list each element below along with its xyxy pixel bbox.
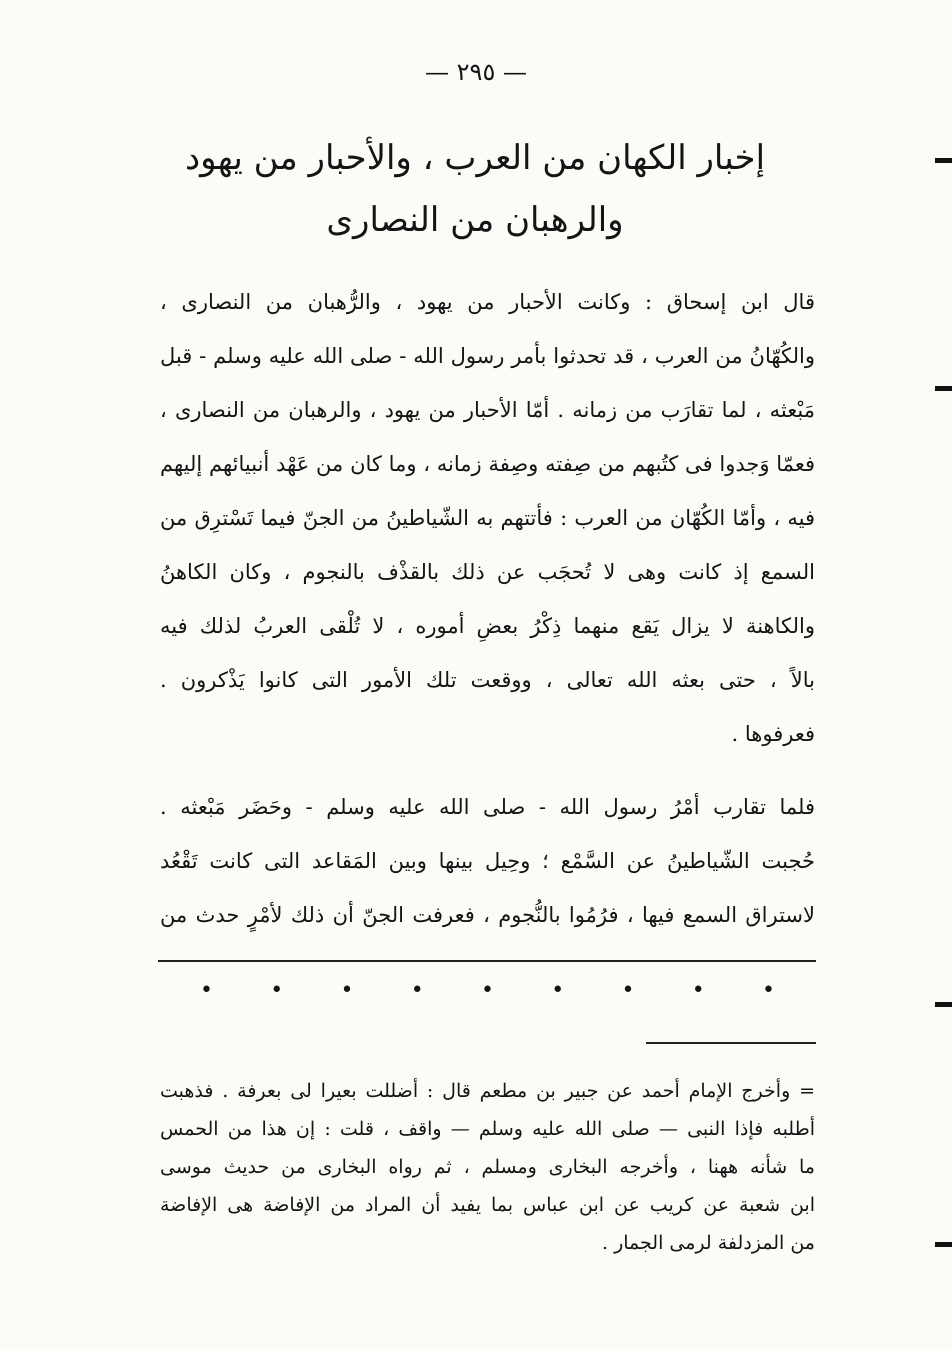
paragraph-2 (160, 780, 815, 942)
text-line: حُجبت الشّياطينُ عن السَّمْع ؛ وحِيل بينها وبين المَقاعد التى كانت تَقْعُد (160, 849, 815, 873)
paragraph-1 (160, 275, 815, 761)
text-line: مَبْعثه ، لما تقارَب من زمانه . أمّا الأحبار من يهود ، والرهبان من النصارى ، (160, 398, 815, 422)
text-line: فيه ، وأمّا الكُهّان من العرب : فأتتهم به الشّياطينُ من الجنّ فيما تَسْترِق من (160, 506, 815, 530)
dot-separator (160, 978, 815, 1003)
footnote-separator-rule (158, 960, 816, 962)
separator-dot: • (270, 978, 284, 1003)
separator-dot: • (762, 978, 775, 1003)
separator-dot: • (340, 978, 354, 1003)
separator-dot: • (621, 978, 635, 1003)
text-line: السمع إذ كانت وهى لا تُحجَب عن ذلك بالقذْف بالنجوم ، وكان الكاهنُ (160, 560, 815, 584)
separator-dot: • (551, 978, 565, 1003)
footnote-rule (646, 1042, 816, 1044)
page-number: — ٢٩٥ — (425, 58, 527, 86)
footnote (160, 1072, 815, 1262)
text-line: فعرفوها . (731, 722, 815, 746)
chapter-title-line-1: إخبار الكهان من العرب ، والأحبار من يهود (184, 138, 766, 178)
footnote-line: من المزدلفة لرمى الجمار . (602, 1232, 815, 1254)
scan-edge-mark (935, 1002, 952, 1007)
text-line: فلما تقارب أمْرُ رسول الله - صلى الله عليه وسلم - وحَضَر مَبْعثه . (160, 795, 815, 819)
footnote-line: ابن شعبة عن كريب عن ابن عباس بما يفيد أن المراد من الإفاضة هى الإفاضة (160, 1194, 815, 1216)
chapter-title-line-2: والرهبان من النصارى (326, 200, 624, 240)
separator-dot: • (200, 978, 213, 1003)
separator-dot: • (481, 978, 494, 1003)
scan-edge-mark (935, 1242, 952, 1247)
text-line: والكاهنة لا يزال يَقع منهما ذِكْرُ بعضِ أموره ، لا تُلْقى العربُ لذلك فيه (160, 614, 815, 638)
text-line: والكُهّانُ من العرب ، قد تحدثوا بأمر رسول الله - صلى الله عليه وسلم - قبل (160, 344, 815, 368)
scan-edge-mark (935, 158, 952, 163)
text-line: بالاً ، حتى بعثه الله تعالى ، ووقعت تلك الأمور التى كانوا يَذْكرون . (160, 668, 815, 692)
footnote-line: ما شأنه ههنا ، وأخرجه البخارى ومسلم ، ثم رواه البخارى من حديث موسى (160, 1156, 815, 1178)
text-line: قال ابن إسحاق : وكانت الأحبار من يهود ، والرُّهبان من النصارى ، (160, 290, 815, 314)
text-line: فعمّا وَجدوا فى كتُبهم من صِفته وصِفة زمانه ، وما كان من عَهْد أنبيائهم إليهم (160, 452, 815, 476)
footnote-line: = وأخرج الإمام أحمد عن جبير بن مطعم قال : أضللت بعيرا لى بعرفة . فذهبت (160, 1080, 815, 1102)
text-line: لاستراق السمع فيها ، فرُمُوا بالنُّجوم ، فعرفت الجنّ أن ذلك لأمْرٍ حدث من (160, 903, 815, 927)
scan-edge-mark (935, 386, 952, 391)
separator-dot: • (691, 978, 705, 1003)
footnote-line: أطلبه فإذا النبى — صلى الله عليه وسلم — واقف ، قلت : إن هذا من الحمس (160, 1118, 815, 1140)
separator-dot: • (410, 978, 424, 1003)
